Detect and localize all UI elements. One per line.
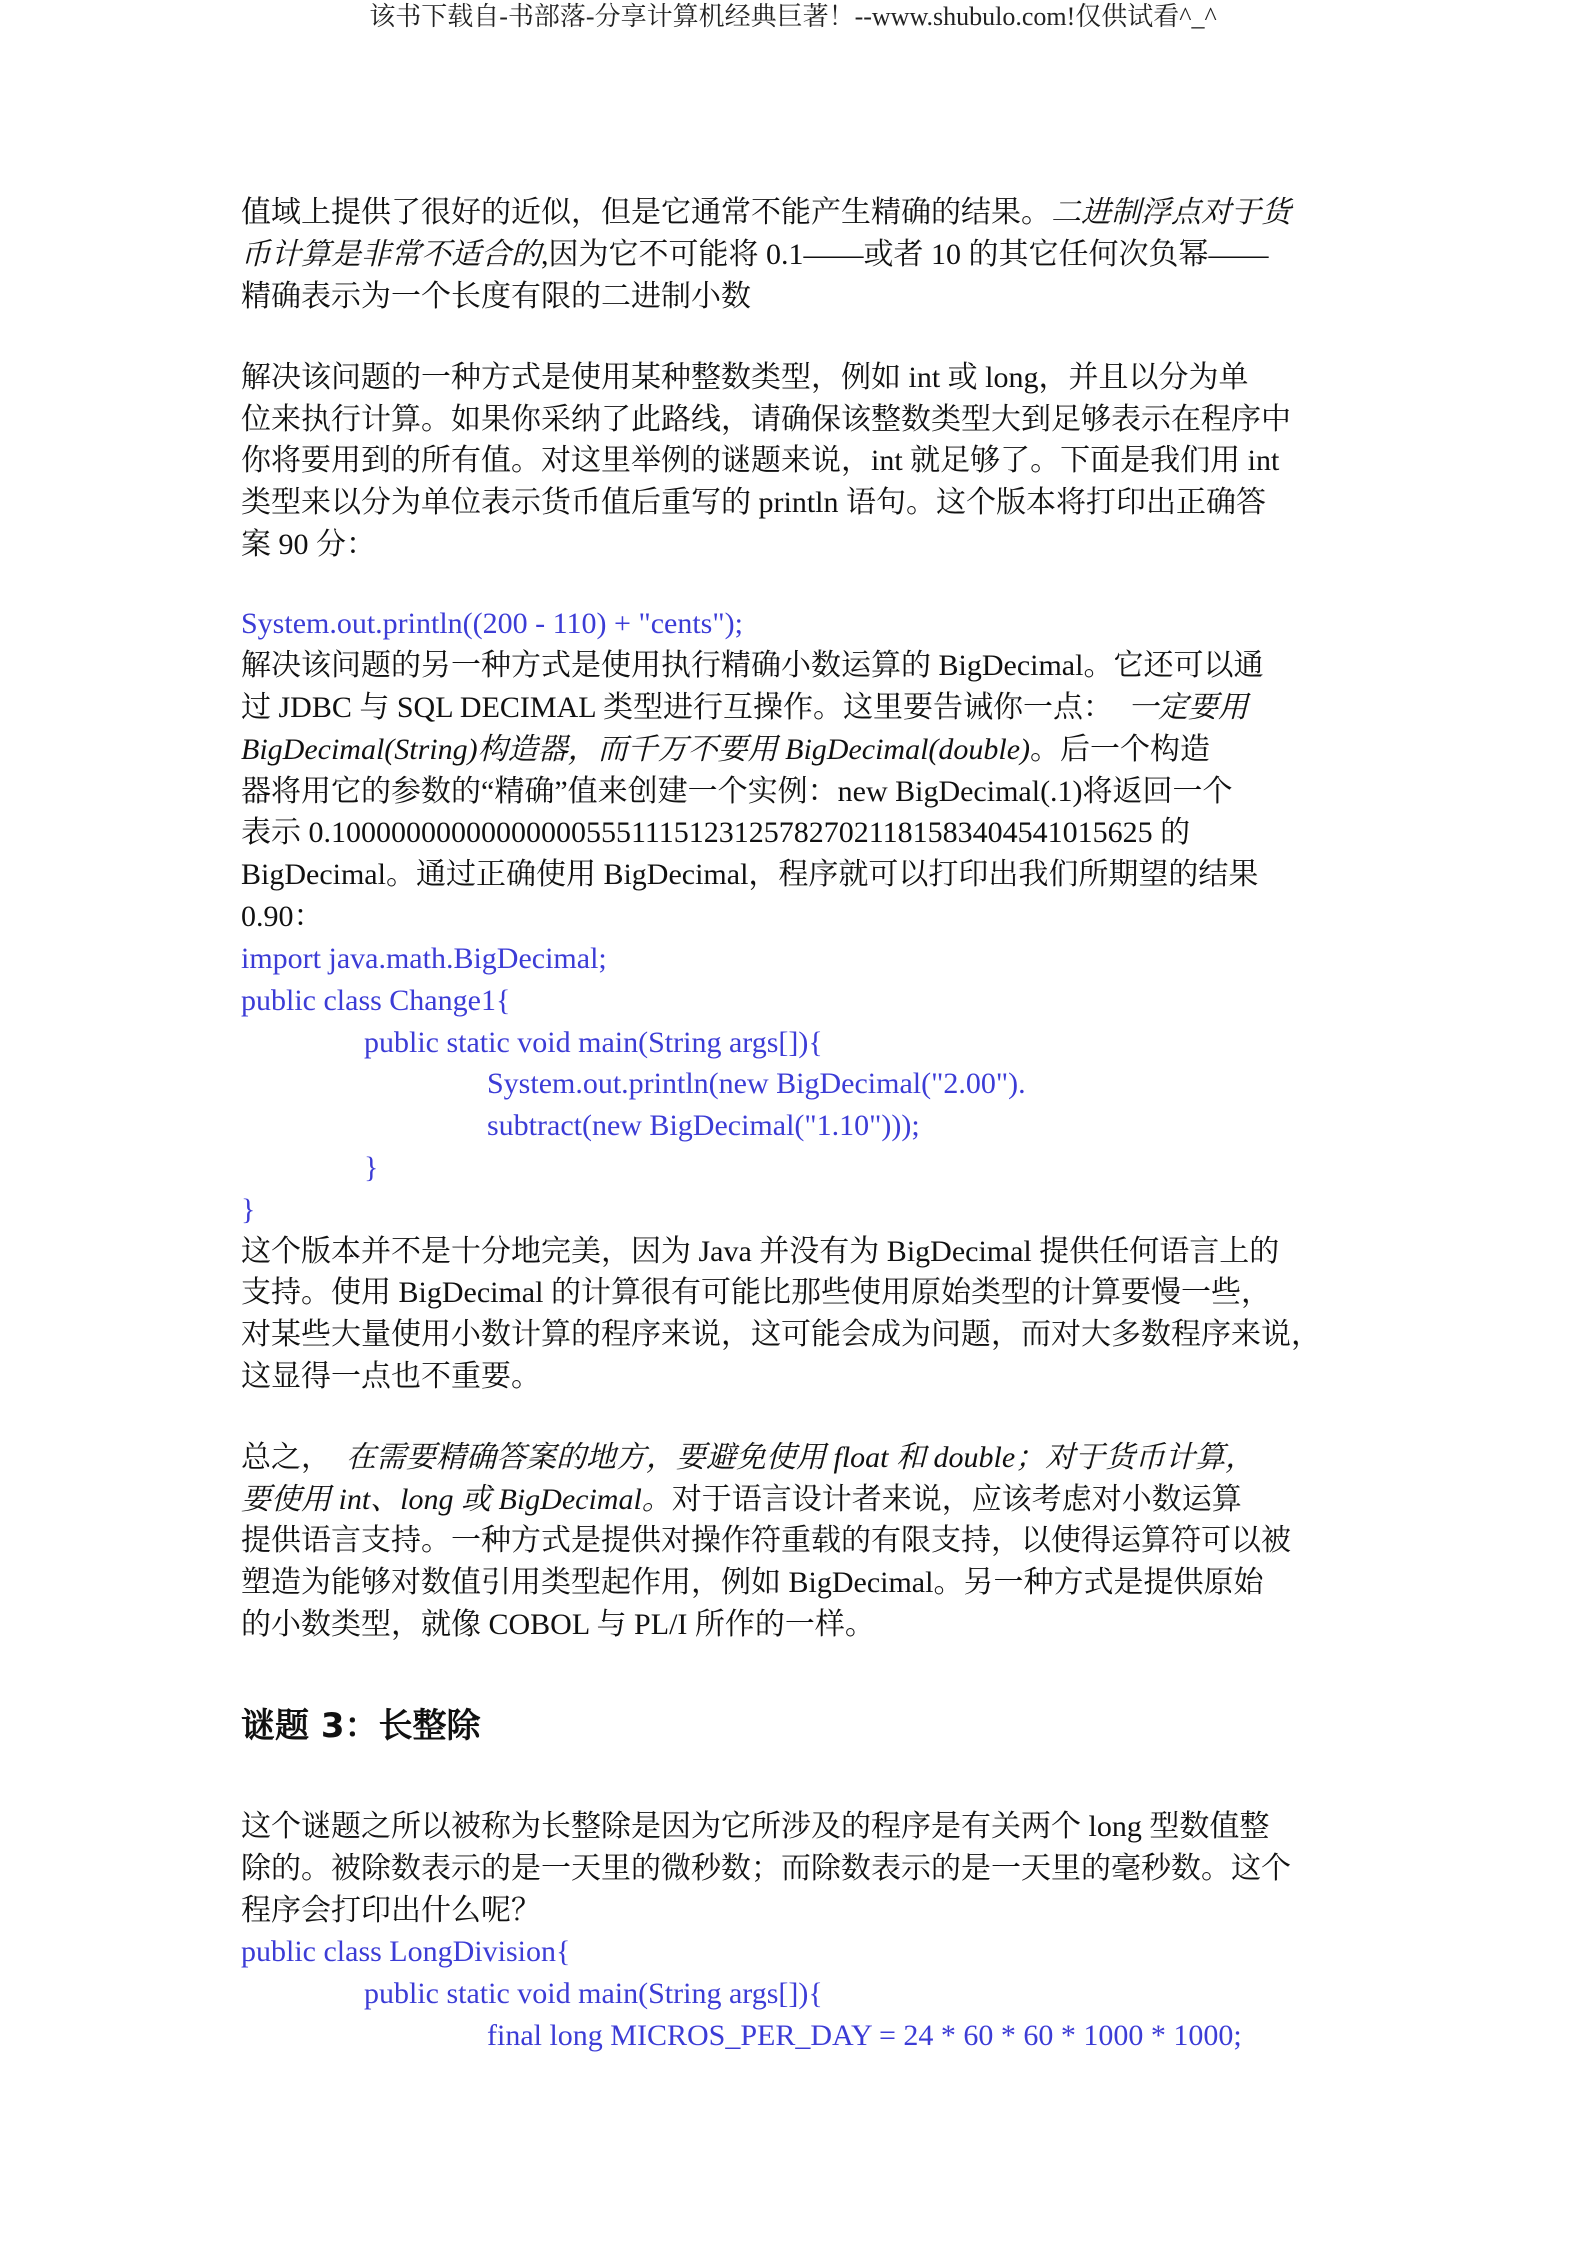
text-line: [241, 1604, 875, 1646]
text: 程序会打印出什么呢？: [241, 1894, 541, 1927]
text: 提供语言支持。一种方式是提供对操作符重载的有限支持，以使得运算符可以被: [241, 1524, 1291, 1557]
code-text: public class Change1{: [241, 984, 511, 1017]
italic-text: 要使用 int、long 或 BigDecimal。: [241, 1483, 672, 1516]
text: 的小数类型，就像 COBOL 与 PL/I 所作的一样。: [241, 1608, 875, 1641]
text-line: [241, 729, 1210, 771]
text: BigDecimal。通过正确使用 BigDecimal，程序就可以打印出我们所期望的结果: [241, 858, 1259, 891]
text: 总之，: [241, 1441, 346, 1474]
code-line: [487, 1063, 1026, 1105]
text: 。后一个构造: [1030, 733, 1211, 766]
text: 类型来以分为单位表示货币值后重写的 println 语句。这个版本将打印出正确答: [241, 486, 1266, 519]
text: 你将要用到的所有值。对这里举例的谜题来说，int 就足够了。下面是我们用 int: [241, 444, 1280, 477]
text: 过 JDBC 与 SQL DECIMAL 类型进行互操作。这里要告诫你一点：: [241, 691, 1128, 724]
text-line: [241, 687, 1248, 729]
text: 这个版本并不是十分地完美，因为 Java 并没有为 BigDecimal 提供任何语言上的: [241, 1235, 1280, 1268]
code-text: final long MICROS_PER_DAY = 24 * 60 * 60 * 1000 * 1000;: [487, 2019, 1242, 2052]
text-line: [241, 440, 1279, 482]
text-line: [241, 1562, 1263, 1604]
code-line: [241, 980, 510, 1022]
code-text: }: [364, 1151, 379, 1184]
text-line: [241, 1890, 541, 1932]
text-line: [241, 192, 1291, 234]
code-text: System.out.println(new BigDecimal("2.00").: [487, 1067, 1026, 1100]
code-text: public static void main(String args[]){: [364, 1977, 823, 2010]
text-line: [241, 1806, 1269, 1848]
code-line: [241, 1189, 255, 1231]
code-text: import java.math.BigDecimal;: [241, 942, 607, 975]
text-line: [241, 771, 1233, 813]
text-line: [241, 812, 1190, 854]
text: 对于语言设计者来说，应该考虑对小数运算: [671, 1483, 1242, 1516]
code-text: public class LongDivision{: [241, 1935, 571, 1968]
text: 这个谜题之所以被称为长整除是因为它所涉及的程序是有关两个 long 型数值整: [241, 1810, 1270, 1843]
text-line: [241, 1314, 1321, 1356]
italic-text: BigDecimal(String)构造器，而千万不要用 BigDecimal(double): [241, 733, 1031, 766]
text: 塑造为能够对数值引用类型起作用，例如 BigDecimal。另一种方式是提供原始: [241, 1566, 1264, 1599]
text-line: [241, 1520, 1291, 1562]
text: 器将用它的参数的“精确”值来创建一个实例：new BigDecimal(.1)将返回一个: [241, 775, 1233, 808]
code-line: [241, 603, 743, 645]
text: 支持。使用 BigDecimal 的计算很有可能比那些使用原始类型的计算要慢一些，: [241, 1276, 1271, 1309]
code-line: [487, 1105, 920, 1147]
text-line: [241, 234, 1269, 276]
text: ,因为它不可能将 0.1——或者 10 的其它任何次负幂——: [541, 238, 1269, 271]
text-line: [241, 645, 1263, 687]
page-header-watermark: 该书下载自-书部落-分享计算机经典巨著！--www.shubulo.com!仅供试看^_^: [369, 2, 1217, 31]
text: 解决该问题的另一种方式是使用执行精确小数运算的 BigDecimal。它还可以通: [241, 649, 1264, 682]
code-line: [241, 938, 607, 980]
text-line: [241, 357, 1249, 399]
text: 0.90：: [241, 900, 324, 933]
text-line: [241, 1272, 1271, 1314]
code-text: subtract(new BigDecimal("1.10")));: [487, 1109, 920, 1142]
text-line: [241, 854, 1258, 896]
italic-text: 二进制浮点对于货: [1051, 196, 1291, 229]
text: 除的。被除数表示的是一天里的微秒数；而除数表示的是一天里的毫秒数。这个: [241, 1852, 1291, 1885]
code-text: public static void main(String args[]){: [364, 1026, 823, 1059]
italic-text: 币计算是非常不适合的: [241, 238, 541, 271]
code-text: }: [241, 1193, 256, 1226]
code-line: [364, 1147, 378, 1189]
text-line: [241, 1479, 1242, 1521]
heading-text: 谜题 3：长整除: [241, 1706, 481, 1746]
text-line: [241, 482, 1266, 524]
text: 位来执行计算。如果你采纳了此路线，请确保该整数类型大到足够表示在程序中: [241, 403, 1291, 436]
section-heading: [241, 1705, 481, 1747]
text: 表示 0.1000000000000000055511151231257827021181583404541015625 的: [241, 816, 1191, 849]
text: 值域上提供了很好的近似，但是它通常不能产生精确的结果。: [241, 196, 1051, 229]
code-line: [364, 1973, 823, 2015]
text-line: [241, 1437, 1255, 1479]
text-line: [241, 276, 751, 318]
italic-text: 一定要用: [1127, 691, 1248, 724]
text-line: [241, 1848, 1291, 1890]
text-line: [241, 1356, 541, 1398]
code-line: [241, 1931, 570, 1973]
italic-text: 在需要精确答案的地方，要避免使用 float 和 double；对于货币计算，: [346, 1441, 1256, 1474]
text: 解决该问题的一种方式是使用某种整数类型，例如 int 或 long，并且以分为单: [241, 361, 1249, 394]
code-line: [487, 2015, 1242, 2057]
text-line: [241, 399, 1291, 441]
code-text: System.out.println((200 - 110) + "cents");: [241, 607, 743, 640]
text-line: [241, 896, 324, 938]
text: 案 90 分：: [241, 528, 376, 561]
text-line: [241, 1231, 1279, 1273]
text: 这显得一点也不重要。: [241, 1360, 541, 1393]
text: 精确表示为一个长度有限的二进制小数: [241, 280, 751, 313]
text: 对某些大量使用小数计算的程序来说，这可能会成为问题，而对大多数程序来说，: [241, 1318, 1321, 1351]
text-line: [241, 524, 376, 566]
code-line: [364, 1022, 823, 1064]
